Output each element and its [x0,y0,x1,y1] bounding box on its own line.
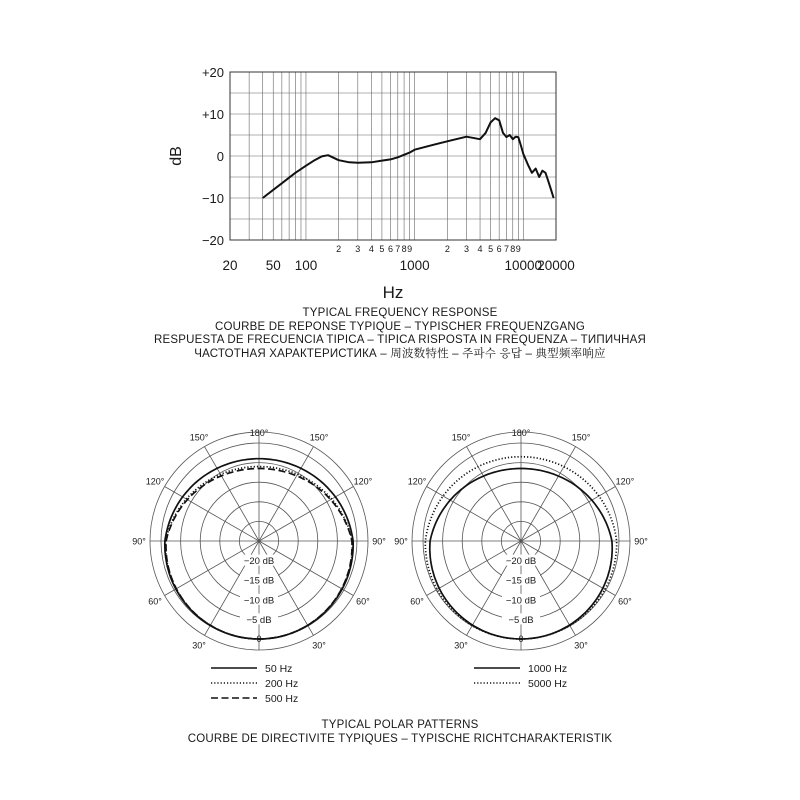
x-minor-tick-label: 4 [477,244,483,254]
angle-label: 120° [407,476,427,487]
y-tick-label: +20 [201,65,224,80]
angle-label: 30° [312,640,326,651]
polar-spoke [165,487,259,542]
angle-label: 30° [454,640,468,651]
caption-line: COURBE DE REPONSE TYPIQUE – TYPISCHER FREQUENZGANG [215,320,585,333]
angle-label: 30° [192,640,206,651]
angle-label: 90° [372,536,386,547]
frequency-response-caption [0,307,800,361]
x-tick-label: 50 [265,258,281,273]
polar-spoke [259,447,314,541]
x-tick-label: 100 [294,258,318,273]
x-minor-tick-label: 3 [463,244,469,254]
x-minor-tick-label: 5 [488,244,494,254]
x-minor-tick-label: 9 [407,244,413,254]
caption-line: COURBE DE DIRECTIVITE TYPIQUES – TYPISCHE RICHTCHARAKTERISTIK [187,732,613,745]
polar-patterns-caption [0,719,800,746]
radial-label: −15 dB [243,575,275,587]
polar-spoke [259,541,353,596]
polar-spoke [205,447,260,541]
x-minor-tick-label: 6 [388,244,394,254]
x-minor-tick-label: 9 [515,244,521,254]
angle-label: 60° [148,596,162,607]
caption-line: TYPICAL POLAR PATTERNS [321,719,479,731]
radial-label: −5 dB [508,614,534,626]
angle-label: 180° [511,428,531,438]
y-tick-label: −20 [201,233,224,248]
polar-plot-1 [132,428,386,705]
angle-label: 0 [256,634,262,644]
legend-label: 500 Hz [265,693,299,705]
polar-spoke [521,541,615,596]
x-tick-label: 20000 [537,258,575,273]
angle-label: 150° [571,432,591,443]
x-minor-tick-label: 2 [336,244,342,254]
angle-label: 60° [618,596,632,607]
radial-label: −20 dB [505,556,537,568]
polar-spoke [521,447,576,541]
angle-label: 90° [394,536,408,547]
legend-label: 1000 Hz [528,663,568,675]
x-minor-tick-label: 4 [368,244,374,254]
angle-label: 90° [132,536,146,547]
x-axis-label: Hz [382,283,404,300]
angle-label: 150° [309,432,329,443]
y-tick-label: +10 [201,107,224,122]
angle-label: 60° [410,596,424,607]
polar-spoke [259,487,353,542]
polar-spoke [165,541,259,596]
radial-label: −10 dB [505,595,537,607]
angle-label: 120° [615,476,635,487]
x-minor-tick-label: 8 [401,244,407,254]
angle-label: 120° [145,476,165,487]
x-tick-label: 1000 [399,258,430,273]
radial-label: −20 dB [243,556,275,568]
angle-label: 0 [518,634,524,644]
radial-label: −10 dB [243,595,275,607]
angle-label: 150° [451,432,471,443]
x-minor-tick-label: 7 [395,244,401,254]
caption-line: ЧАСТОТНАЯ ХАРАКТЕРИСТИКА – 周波数特性 – 주파수 응답 – 典型频率响应 [194,347,606,360]
legend-label: 5000 Hz [528,678,568,690]
polar-spoke [467,447,522,541]
angle-label: 180° [249,428,269,438]
x-tick-label: 20 [222,258,238,273]
y-axis-label: dB [168,146,185,166]
polar-plot-2 [394,428,648,690]
angle-label: 120° [353,476,373,487]
radial-label: −5 dB [246,614,272,626]
legend-label: 50 Hz [265,663,293,675]
x-tick-label: 10000 [504,258,543,273]
radial-label: −15 dB [505,575,537,587]
angle-label: 90° [634,536,648,547]
legend-label: 200 Hz [265,678,299,690]
caption-line: RESPUESTA DE FRECUENCIA TIPICA – TIPICA RISPOSTA IN FREQUENZA – ТИПИЧНАЯ [153,334,647,346]
x-minor-tick-label: 2 [444,244,450,254]
y-tick-label: 0 [216,149,224,164]
caption-line: TYPICAL FREQUENCY RESPONSE [302,307,498,319]
x-minor-tick-label: 7 [503,244,509,254]
x-minor-tick-label: 8 [510,244,516,254]
polar-spoke [427,541,521,596]
x-minor-tick-label: 6 [496,244,502,254]
angle-label: 150° [189,432,209,443]
x-minor-tick-label: 3 [355,244,361,254]
angle-label: 30° [574,640,588,651]
x-minor-tick-label: 5 [379,244,385,254]
y-tick-label: −10 [201,191,224,206]
angle-label: 60° [356,596,370,607]
